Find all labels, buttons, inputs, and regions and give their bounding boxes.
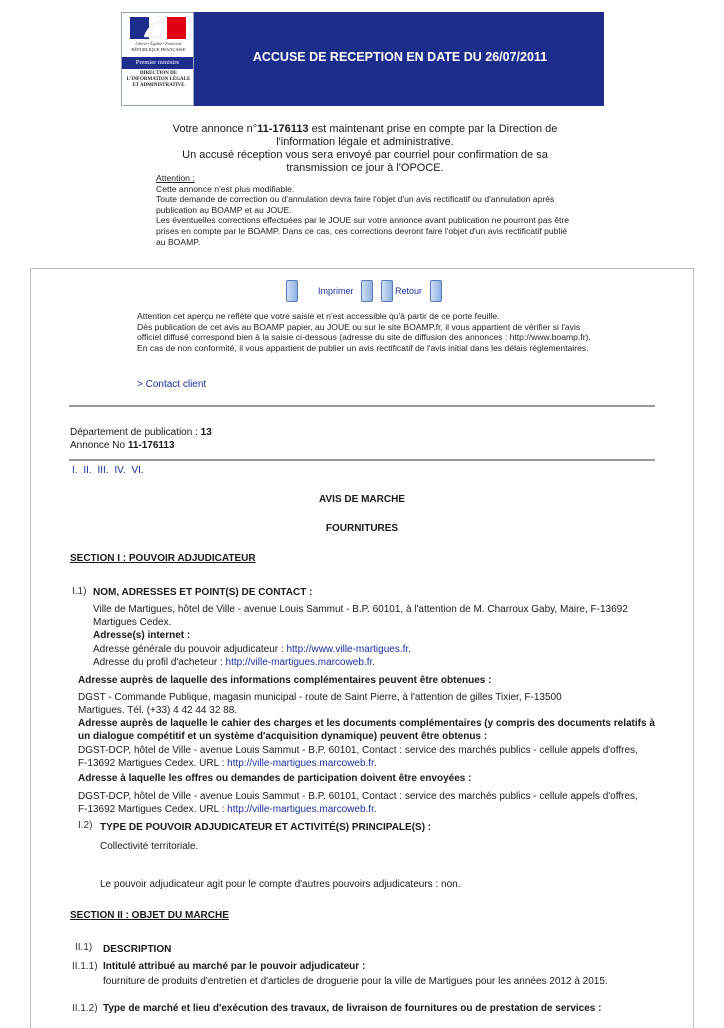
nav-link-i[interactable]: I. (72, 465, 78, 476)
attention-p1: Cette annonce n'est plus modifiable. (156, 183, 295, 194)
attention-block (156, 173, 576, 247)
i2-note: Le pouvoir adjudicateur agit pour le compte d'autres pouvoirs adjudicateurs : non. (100, 879, 461, 890)
warning-p2: Dès publication de cet avis au BOAMP papier, au JOUE ou sur le site BOAMP.fr, il vous appartient de vérifier si l'avis officiel diffusé correspond bien à la saisie ci-dessous (adresse du site de diffusion des annonces : http://www.boamp.fr). (137, 321, 591, 343)
attention-p3: Les éventuelles corrections effectuées par le JOUE sur votre annonce avant publication ne pourront pas être prises en compte par le BOAMP. Dans ce cas, ces corrections devront faire l'objet d'un avis rectificatif publié au BOAMP. (156, 215, 570, 247)
ii11-text: fourniture de produits d'entretien et d'articles de droguerie pour la ville de Martigues pour les années 2012 à 2015. (103, 976, 608, 987)
ii11-title: Intitulé attribué au marché par le pouvoir adjudicateur : (103, 961, 366, 972)
warning-p3: En cas de non conformité, il vous appartient de publier un avis rectificatif de l'avis initial dans les délais réglementaires. (137, 342, 589, 353)
intro-text (150, 123, 580, 175)
cahier-text: DGST-DCP, hôtel de Ville - avenue Louis Sammut - B.P. 60101, Contact : service des marchés publics - cellule appels d'offres, F-13692 Martigues Cedex. URL : http://ville-martigues.marcoweb.fr. (78, 745, 638, 769)
nav-link-vi[interactable]: VI. (131, 465, 144, 476)
info-text: DGST - Commande Publique, magasin municipal - route de Saint Pierre, à l'attention de gilles Tixier, F-13500 Martigues. Tél. (+33) 4 42 44 32 88. (78, 692, 562, 716)
logo-direction: DIRECTION DE L'INFORMATION LÉGALE ET ADMINISTRATIVE (126, 71, 191, 88)
i1-number: I.1) (72, 586, 87, 597)
avis-type: AVIS DE MARCHE (319, 494, 405, 505)
logo-motto: Liberté • Égalité • Fraternité (135, 41, 182, 46)
attention-title: Attention : (156, 173, 195, 183)
marianne-flag-icon (130, 17, 186, 39)
marianne-logo (121, 12, 194, 106)
ii1-number: II.1) (75, 942, 93, 953)
avis-category: FOURNITURES (325, 523, 399, 534)
section1-title: SECTION I : POUVOIR ADJUDICATEUR (70, 553, 256, 564)
dept-label: Département de publication : (70, 427, 201, 438)
cahier-desc: DGST-DCP, hôtel de Ville - avenue Louis Sammut - B.P. 60101, Contact : service des marchés publics - cellule appels d'offres, F-13692 Martigues Cedex. URL : (78, 745, 638, 769)
intro-suffix: est maintenant prise en compte par la Direction de l'information légale et administrative. (276, 123, 558, 148)
i2-title: TYPE DE POUVOIR ADJUDICATEUR ET ACTIVITÉ(S) PRINCIPALE(S) : (100, 822, 432, 833)
section-nav (72, 465, 144, 476)
divider (69, 459, 655, 461)
i2-text: Collectivité territoriale. (100, 841, 199, 852)
info-label: Adresse auprès de laquelle des informations complémentaires peuvent être obtenues : (78, 675, 492, 686)
attention-p2: Toute demande de correction ou d'annulation devra faire l'objet d'un avis rectificatif ou d'annulation après publication au BOAMP et au JOUE. (156, 194, 555, 215)
intro-line2: Un accusé réception vous sera envoyé par courriel pour confirmation de sa transmission ce jour à l'OPOCE. (182, 149, 548, 174)
warning-p1: Attention cet aperçu ne reflète que votre saisie et n'est accessible qu'à partir de ce porte feuille. (137, 311, 500, 321)
dept-value: 13 (200, 427, 212, 438)
logo-premier-ministre: Premier ministre (122, 57, 193, 69)
print-button[interactable]: Imprimer (318, 286, 354, 296)
contact-client-link[interactable]: > Contact client (137, 379, 207, 390)
publication-info (70, 427, 212, 452)
general-label: Adresse générale du pouvoir adjudicateur : (93, 644, 287, 655)
annonce-label: Annonce No (70, 439, 128, 451)
offres-desc: DGST-DCP, hôtel de Ville - avenue Louis Sammut - B.P. 60101, Contact : service des marchés publics - cellule appels d'offres, F-13692 Martigues Cedex. URL : (78, 791, 638, 815)
annonce-value: 11-176113 (127, 439, 175, 451)
i2-number: I.2) (78, 820, 93, 831)
print-bookmark-right-icon (361, 280, 373, 302)
profil-label: Adresse du profil d'acheteur : (93, 657, 226, 668)
cahier-url-link[interactable]: http://ville-martigues.marcoweb.fr (227, 758, 374, 769)
intro-prefix: Votre annonce n° (172, 123, 258, 135)
back-button[interactable]: Retour (395, 286, 423, 296)
ii12-title: Type de marché et lieu d'exécution des travaux, de livraison de fournitures ou de prestation de services : (103, 1003, 602, 1014)
offres-label: Adresse à laquelle les offres ou demandes de participation doivent être envoyées : (78, 773, 472, 784)
nav-link-iii[interactable]: III. (97, 465, 109, 476)
section2-title: SECTION II : OBJET DU MARCHE (70, 910, 229, 921)
divider (69, 405, 655, 407)
profil-address: Adresse du profil d'acheteur : http://ville-martigues.marcoweb.fr. (93, 657, 376, 668)
intro-annonce-no: 11-176113 (257, 123, 309, 135)
nav-link-ii[interactable]: II. (83, 465, 92, 476)
back-bookmark-icon[interactable] (381, 280, 393, 302)
logo-republique: RÉPUBLIQUE FRANÇAISE (131, 47, 186, 52)
cahier-label: Adresse auprès de laquelle le cahier des charges et les documents complémentaires (y compris des documents relatifs à un dialogue compétitif et un système d'acquisition dynamique) peuvent être obtenus : (78, 718, 655, 742)
nav-link-iv[interactable]: IV. (114, 465, 126, 476)
internet-label: Adresse(s) internet : (93, 630, 191, 641)
offres-url-link[interactable]: http://ville-martigues.marcoweb.fr (227, 804, 374, 815)
print-bookmark-icon[interactable] (286, 280, 298, 302)
ii11-number: II.1.1) (72, 961, 98, 972)
general-address: Adresse générale du pouvoir adjudicateur : http://www.ville-martigues.fr. (93, 644, 411, 655)
page-title: ACCUSE DE RECEPTION EN DATE DU 26/07/2011 (252, 50, 548, 64)
i1-title: NOM, ADRESSES ET POINT(S) DE CONTACT : (93, 587, 313, 598)
i1-text: Ville de Martigues, hôtel de Ville - avenue Louis Sammut - B.P. 60101, à l'attention de M. Charroux Gaby, Maire, F-13692 Martigues Cedex. (93, 604, 628, 628)
ii1-title: DESCRIPTION (103, 944, 172, 955)
profil-url-link[interactable]: http://ville-martigues.marcoweb.fr (225, 657, 373, 668)
back-bookmark-right-icon (430, 280, 442, 302)
warning-block (137, 311, 592, 353)
ii12-number: II.1.2) (72, 1003, 98, 1014)
general-url-link[interactable]: http://www.ville-martigues.fr (286, 644, 409, 655)
offres-text: DGST-DCP, hôtel de Ville - avenue Louis Sammut - B.P. 60101, Contact : service des marchés publics - cellule appels d'offres, F-13692 Martigues Cedex. URL : http://ville-martigues.marcoweb.fr. (78, 791, 638, 815)
